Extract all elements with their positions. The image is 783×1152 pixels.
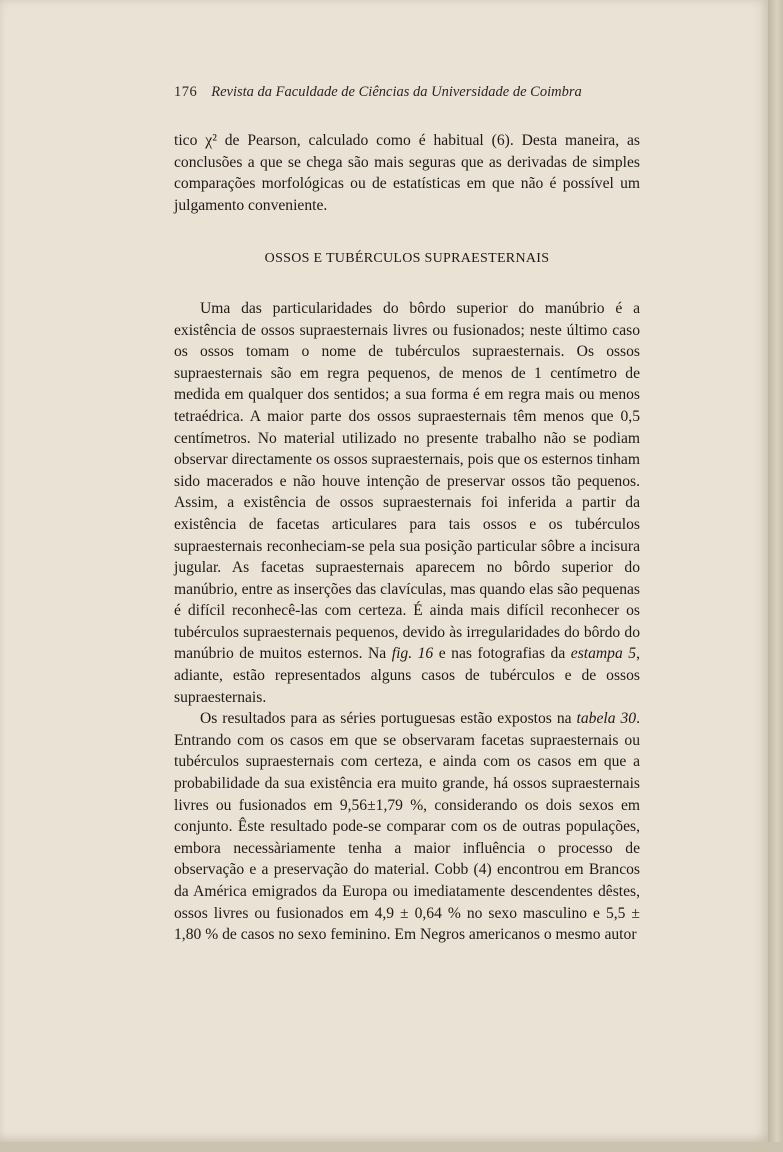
running-header [174, 84, 630, 101]
paragraph-text: e nas fotografias da [433, 645, 571, 663]
intro-paragraph: tico χ² de Pearson, calculado como é habitual (6). Desta maneira, as conclusões a que se chega são mais seguras que as derivadas de simples comparações morfológicas ou de estatísticas em que não é possível um julgamento conveniente. [174, 132, 640, 214]
paragraph-text: Uma das particularidades do bôrdo superior do manúbrio é a existência de ossos supraesternais livres ou fusionados; neste último caso os ossos tomam o nome de tubérculos supraesternais. Os ossos supraesternais são em regra pequenos, de menos de 1 centímetro de medida em qualquer dos sentidos; a sua forma é em regra mais ou menos tetraédrica. A maior parte dos ossos supraesternais têm menos que 0,5 centímetros. No material utilizado no presente trabalho não se podiam observar directamente os ossos supraesternais, pois que os esternos tinham sido macerados e não houve intenção de preservar ossos tão pequenos. Assim, a existência de ossos supraesternais foi inferida a partir da existência de facetas articulares para tais ossos e os tubérculos supraesternais reconheciam-se pela sua posição particular sôbre a incisura jugular. As facetas supraesternais aparecem no bôrdo superior do manúbrio, entre as inserções das clavículas, mas quando elas são pequenas é difícil reconhecê-las com certeza. É ainda mais difícil reconhecer os tubérculos supraesternais pequenos, devido às irregularidades do bôrdo do manúbrio de muitos esternos. Na [174, 299, 640, 663]
figure-reference: fig. 16 [391, 645, 434, 663]
body-text [174, 130, 640, 946]
table-reference: tabela 30 [576, 710, 637, 728]
paragraph-text: , adiante, estão representados alguns casos de tubérculos e de ossos supraesternais. [174, 645, 640, 706]
page-bottom-edge [0, 1142, 783, 1152]
paragraph-text: . Entrando com os casos em que se observaram facetas supraesternais ou tubérculos supraesternais com certeza, e ainda com os casos em que a probabilidade da sua existência era muito grande, há ossos supraesternais livres ou fusionados em 9,56±1,79 %, considerando os dois sexos em conjunto. Êste resultado pode-se comparar com os de outras populações, embora necessàriamente tenha a maior influência o processo de observação e a preservação do material. Cobb (4) encontrou em Brancos da América emigrados da Europa ou imediatamente descendentes dêstes, ossos livres ou fusionados em 4,9 ± 0,64 % no sexo masculino e 5,5 ± 1,80 % de casos no sexo feminino. Em Negros americanos o mesmo autor [174, 710, 640, 944]
section-heading: OSSOS E TUBÉRCULOS SUPRAESTERNAIS [264, 251, 550, 267]
paragraph-text: Os resultados para as séries portuguesas estão expostos na [200, 710, 577, 728]
paragraph-supraesternal-description [174, 298, 640, 708]
paragraph-results [174, 708, 640, 946]
page-number: 176 [174, 84, 198, 100]
page-edge [768, 0, 783, 1152]
journal-title: Revista da Faculdade de Ciências da Universidade de Coimbra [211, 84, 582, 100]
plate-reference: estampa 5 [570, 645, 637, 663]
